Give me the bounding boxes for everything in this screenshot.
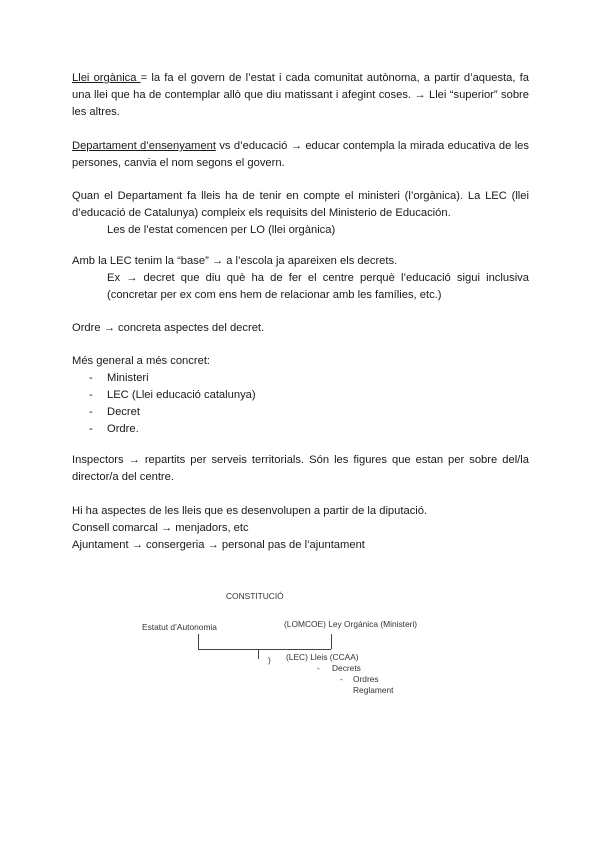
- diagram-connector-down: [258, 650, 259, 659]
- hierarchy-list: [72, 353, 529, 438]
- paragraph-diputacio: [72, 503, 529, 554]
- list-item: - Decret: [89, 406, 140, 418]
- paragraph-ordre: [72, 320, 529, 337]
- indented-note: Les de l’estat comencen per LO (llei orgànica): [107, 224, 336, 236]
- paragraph-line: Hi ha aspectes de les lleis que es desenvolupen a partir de la diputació.: [72, 505, 428, 517]
- diagram-paren-mark: ): [268, 655, 271, 665]
- diagram-ordres: Ordres: [353, 674, 379, 684]
- diagram-constitucio: CONSTITUCIÓ: [226, 591, 284, 601]
- paragraph-departament-lleis: [72, 188, 529, 239]
- paragraph-line: Consell comarcal → menjadors, etc: [72, 522, 249, 534]
- paragraph-text: Ordre → concreta aspectes del decret.: [72, 322, 265, 334]
- diagram-lomcoe: (LOMCOE) Ley Orgánica (Ministeri): [284, 619, 418, 629]
- paragraph-text: vs d’educació → educar contempla la mirada educativa de les persones, canvia el nom segons el govern.: [72, 140, 529, 169]
- list-item: - Ministeri: [89, 372, 149, 384]
- paragraph-text: = la fa el govern de l’estat i cada comunitat autònoma, a partir d’aquesta, fa una llei que ha de contemplar allò que diu matissant i afegint coses. → Llei “superior” sobre les altres.: [72, 72, 529, 118]
- paragraph-text: Inspectors → repartits per serveis territorials. Són les figures que estan per sobre del/la director/a del centre.: [72, 454, 529, 483]
- term-departament: Departament d’ensenyament: [72, 140, 216, 152]
- paragraph-llei-organica: [72, 70, 529, 121]
- paragraph-text: Amb la LEC tenim la “base” → a l’escola ja apareixen els decrets.: [72, 255, 398, 267]
- term-llei-organica: Llei orgànica: [72, 72, 141, 84]
- list-intro: Més general a més concret:: [72, 355, 211, 367]
- paragraph-text: Quan el Departament fa lleis ha de tenir en compte el ministeri (l’orgànica). La LEC (llei d’educació de Catalunya) compleix els requisits del Ministerio de Educación.: [72, 190, 529, 219]
- diagram-dash: -: [340, 674, 343, 684]
- list-item: - LEC (Llei educació catalunya): [89, 389, 256, 401]
- paragraph-lec-base: [72, 253, 529, 304]
- diagram-estatut: Estatut d’Autonomia: [142, 622, 217, 632]
- diagram-decrets: Decrets: [332, 663, 361, 673]
- diagram-connector-right: [331, 634, 332, 649]
- diagram-connector-left: [198, 634, 199, 649]
- paragraph-line: Ajuntament → consergeria → personal pas de l’ajuntament: [72, 539, 365, 551]
- paragraph-departament: [72, 138, 529, 172]
- indented-example: Ex → decret que diu què ha de fer el centre perquè l’educació sigui inclusiva (concretar per ex com ens hem de relacionar amb les famílies, etc.): [107, 272, 529, 301]
- paragraph-inspectors: [72, 452, 529, 486]
- diagram-reglament: Reglament: [353, 685, 394, 695]
- diagram-lec: (LEC) Lleis (CCAA): [286, 652, 359, 662]
- list-item: - Ordre.: [89, 423, 139, 435]
- diagram-connector-horizontal: [198, 649, 331, 650]
- diagram-dash: -: [317, 663, 320, 673]
